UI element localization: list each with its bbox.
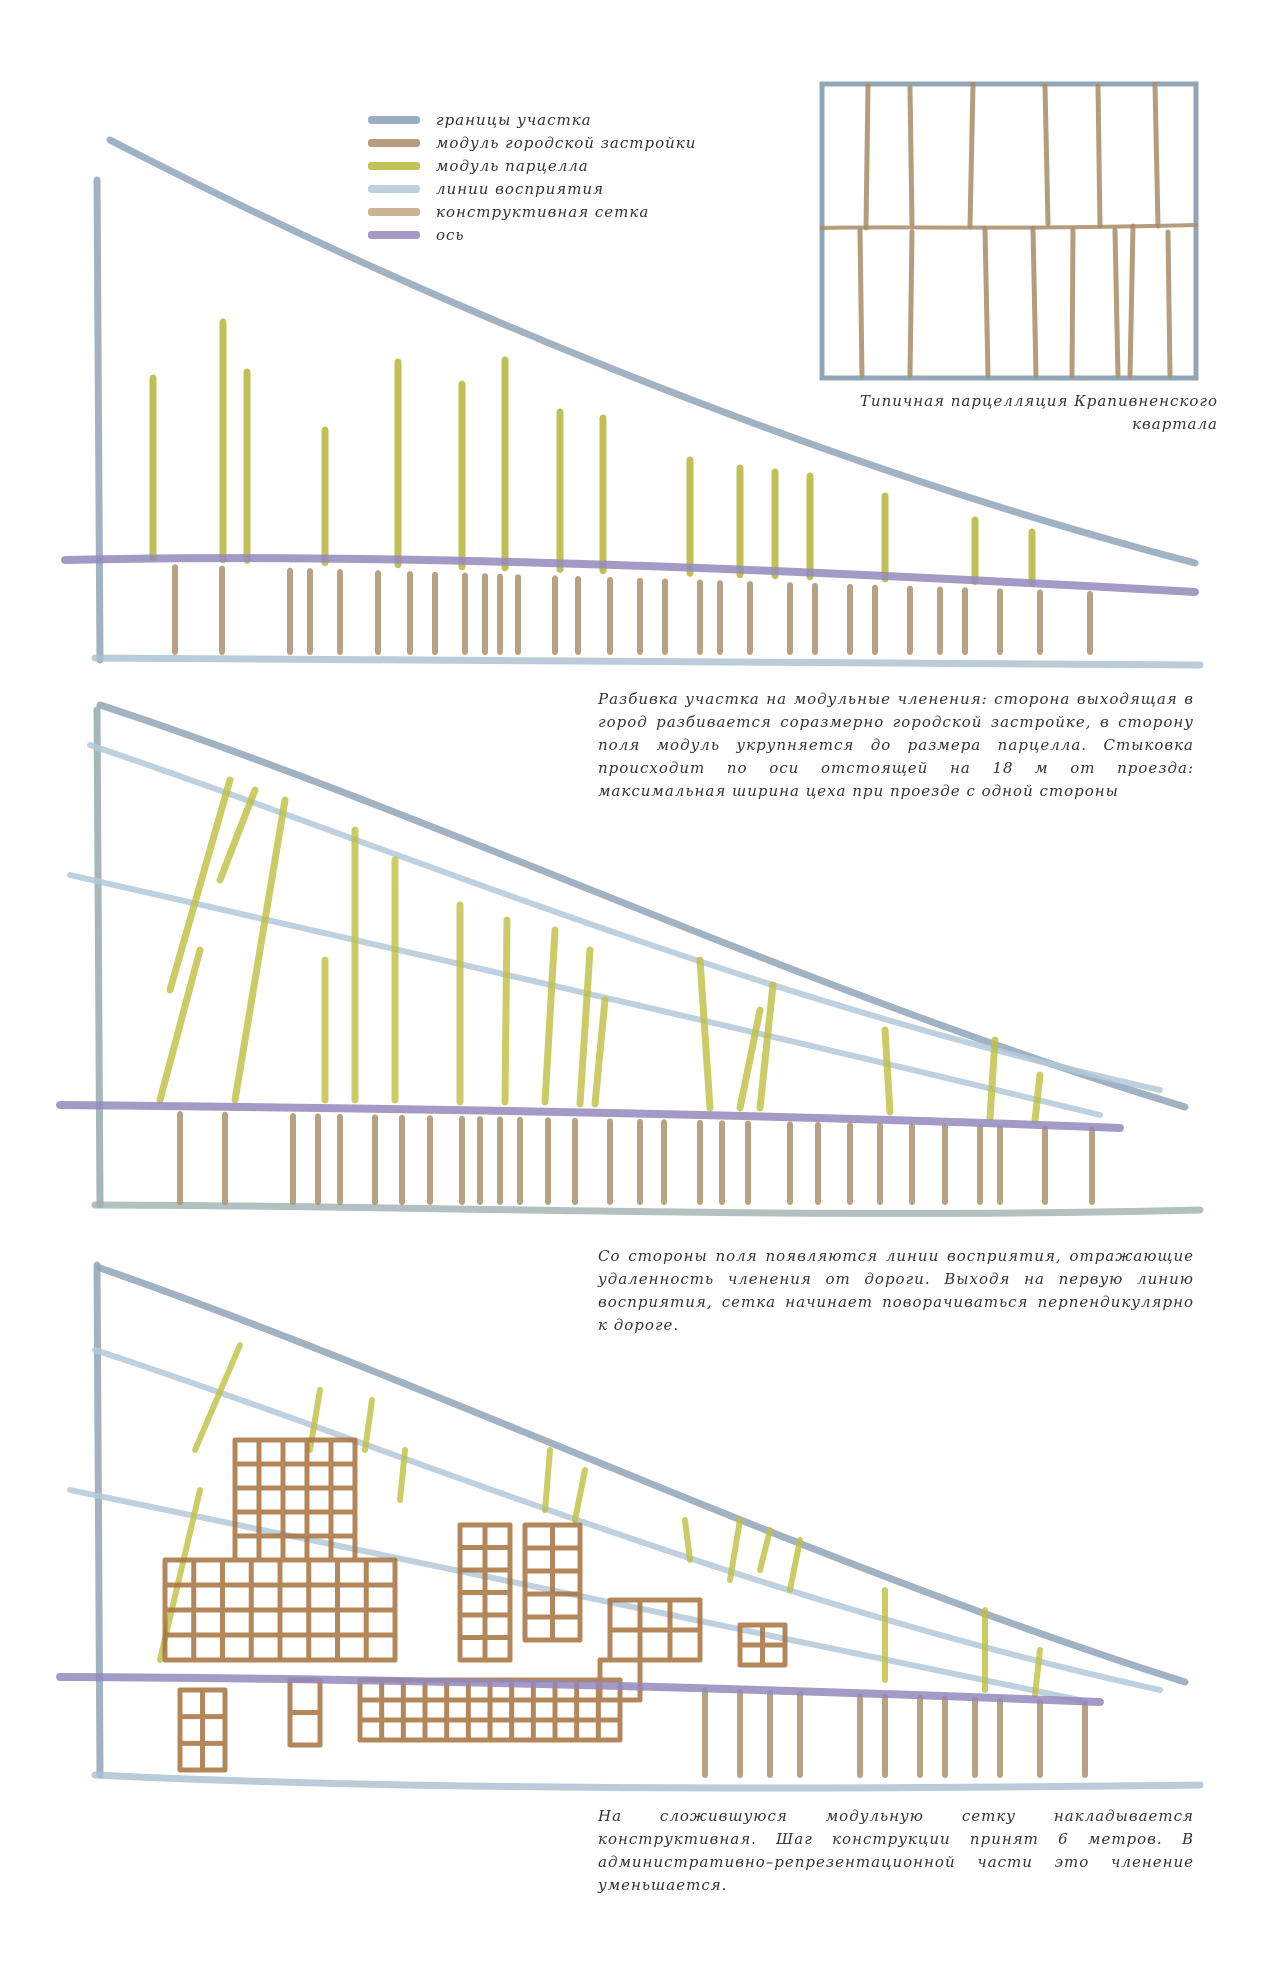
inset-parcel-lines — [860, 84, 1170, 376]
parcel-module-line — [545, 930, 555, 1102]
structural-grid — [165, 1440, 785, 1770]
inset-parcel-line — [1033, 228, 1036, 376]
parcel-module-line — [545, 1450, 550, 1510]
parcel-module-line — [575, 1470, 585, 1520]
inset-parcel-line — [985, 228, 988, 376]
boundary-bottom — [95, 658, 1200, 665]
legend-label: модуль парцелла — [436, 156, 589, 175]
legend-swatch — [368, 185, 420, 193]
parcel-module-line — [760, 1530, 770, 1570]
boundary-left — [97, 180, 100, 660]
legend-label: модуль городской застройки — [436, 133, 697, 152]
parcel-module-line — [740, 1010, 760, 1108]
parcel-module-line — [580, 950, 590, 1104]
parcel-module-line — [365, 1400, 372, 1450]
legend-swatch — [368, 116, 420, 124]
legend-item-axis — [368, 223, 728, 246]
parcel-module-line — [1035, 1075, 1040, 1120]
inset-parcel-line — [860, 230, 862, 376]
boundary-bottom — [95, 1205, 1200, 1213]
inset-caption: Типичная парцелляция Крапивненского квартала — [859, 392, 1218, 433]
parcel-module-line — [160, 950, 200, 1100]
parcel-module-line — [760, 985, 773, 1108]
inset-midline — [822, 225, 1196, 228]
axis-line — [60, 1105, 1120, 1128]
note-diagram-1: Разбивка участка на модульные членения: сторона выходящая в город разбивается соразмерно городской застройке, в сторону поля модуль укрупняется до размера парцелла. Стыковка происходит по оси отстоящей на 18 м от проезда: максимальная ширина цеха при проезде с одной стороны — [598, 690, 1194, 800]
legend-item-parcel-module — [368, 154, 728, 177]
legend-item-boundary — [368, 108, 728, 131]
city-modules — [705, 1691, 1085, 1775]
legend-label: ось — [436, 225, 465, 244]
inset-parcel-line — [910, 232, 912, 376]
boundary-bottom — [95, 1775, 1200, 1788]
parcel-module-line — [885, 1030, 890, 1112]
parcel-module-line — [1035, 1650, 1040, 1695]
inset-parcel-line — [970, 84, 973, 226]
parcel-module-line — [235, 800, 285, 1100]
legend-swatch — [368, 231, 420, 239]
legend-swatch — [368, 162, 420, 170]
legend — [368, 108, 728, 246]
parcel-module-line — [505, 920, 507, 1102]
parcel-modules — [160, 1345, 1040, 1695]
axis-line — [65, 558, 1195, 592]
parcel-module-line — [990, 1040, 995, 1118]
legend-label: границы участка — [436, 110, 592, 129]
legend-item-structural-grid — [368, 200, 728, 223]
inset-parcel-line — [1098, 86, 1100, 226]
inset-parcel-line — [1130, 226, 1133, 376]
legend-label: линии восприятия — [436, 179, 605, 198]
inset-parcel-line — [866, 86, 868, 228]
legend-item-perception — [368, 177, 728, 200]
boundary-left — [97, 710, 100, 1205]
inset-parcel-line — [1045, 86, 1048, 224]
legend-swatch — [368, 139, 420, 147]
perception-line-1 — [95, 1350, 1160, 1690]
legend-swatch — [368, 208, 420, 216]
legend-item-city-module — [368, 131, 728, 154]
inset-frame — [822, 84, 1196, 378]
inset-parcel-line — [1155, 84, 1158, 226]
inset-parcel-line — [1168, 232, 1170, 376]
boundary-left — [97, 1265, 100, 1775]
legend-label: конструктивная сетка — [436, 202, 650, 221]
parcel-module-line — [595, 1000, 605, 1104]
inset-parcel-line — [1115, 230, 1118, 376]
parcel-module-line — [700, 960, 710, 1108]
inset-parcellation — [822, 84, 1196, 378]
inset-parcel-line — [1072, 230, 1073, 376]
note-diagram-3: На сложившуюся модульную сетку накладывается конструктивная. Шаг конструкции принят 6 метров. В административно–репрезентационной части это членение уменьшается. — [598, 1807, 1194, 1894]
note-diagram-2: Со стороны поля появляются линии восприятия, отражающие удаленность членения от дороги. Выходя на первую линию восприятия, сетка начинает поворачиваться перпендикулярно к дороге. — [598, 1247, 1194, 1334]
diagram-3 — [60, 1265, 1200, 1788]
parcel-module-line — [790, 1540, 800, 1590]
inset-parcel-line — [910, 88, 912, 224]
city-modules — [180, 1114, 1092, 1202]
